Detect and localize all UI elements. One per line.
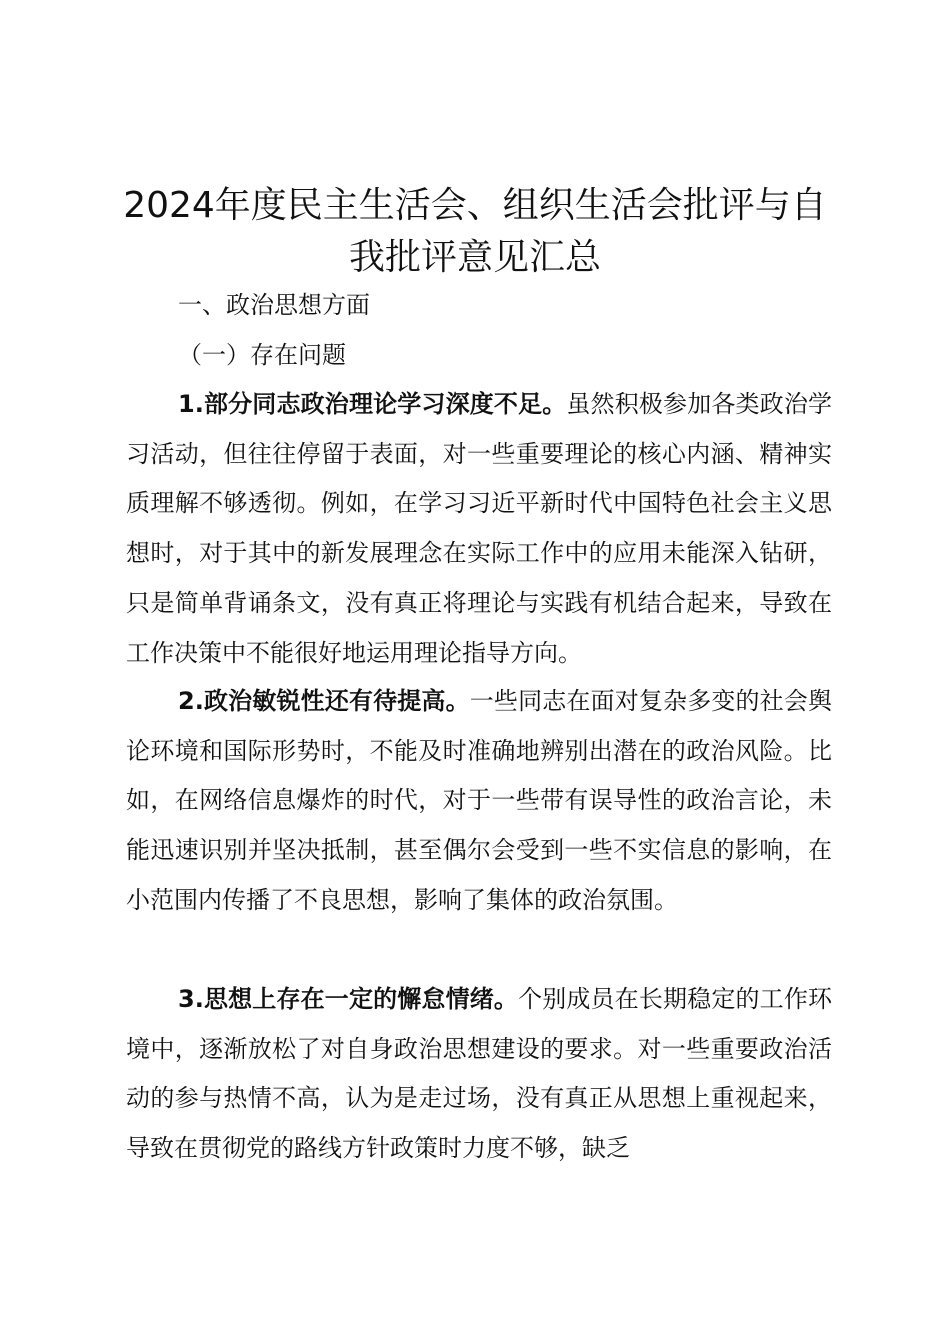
paragraph-3-body: 个别成员在长期稳定的工作环境中，逐渐放松了对自身政治思想建设的要求。对一些重要政治活动的参与热情不高，认为是走过场，没有真正从思想上重视起来，导致在贯彻党的路线方针政策时力度不够，缺乏 xyxy=(126,985,832,1163)
document-title: 2024年度民主生活会、组织生活会批评与自我批评意见汇总 xyxy=(123,185,827,278)
paragraph-1 xyxy=(126,380,832,678)
paragraph-1-lead: 1.部分同志政治理论学习深度不足。 xyxy=(178,390,567,418)
paragraph-3 xyxy=(126,975,832,1174)
section-heading: 一、政治思想方面 xyxy=(178,291,370,319)
paragraph-1-body: 虽然积极参加各类政治学习活动，但往往停留于表面，对一些重要理论的核心内涵、精神实质理解不够透彻。例如，在学习习近平新时代中国特色社会主义思想时，对于其中的新发展理念在实际工作中的应用未能深入钻研，只是简单背诵条文，没有真正将理论与实践有机结合起来，导致在工作决策中不能很好地运用理论指导方向。 xyxy=(126,390,832,667)
sub-heading: （一）存在问题 xyxy=(178,341,346,369)
paragraph-2-lead: 2.政治敏锐性还有待提高。 xyxy=(178,687,470,715)
paragraph-3-lead: 3.思想上存在一定的懈怠情绪。 xyxy=(178,985,519,1013)
paragraph-2-body: 一些同志在面对复杂多变的社会舆论环境和国际形势时，不能及时准确地辨别出潜在的政治风险。比如，在网络信息爆炸的时代，对于一些带有误导性的政治言论，未能迅速识别并坚决抵制，甚至偶尔会受到一些不实信息的影响，在小范围内传播了不良思想，影响了集体的政治氛围。 xyxy=(126,687,832,914)
paragraph-2 xyxy=(126,677,832,926)
